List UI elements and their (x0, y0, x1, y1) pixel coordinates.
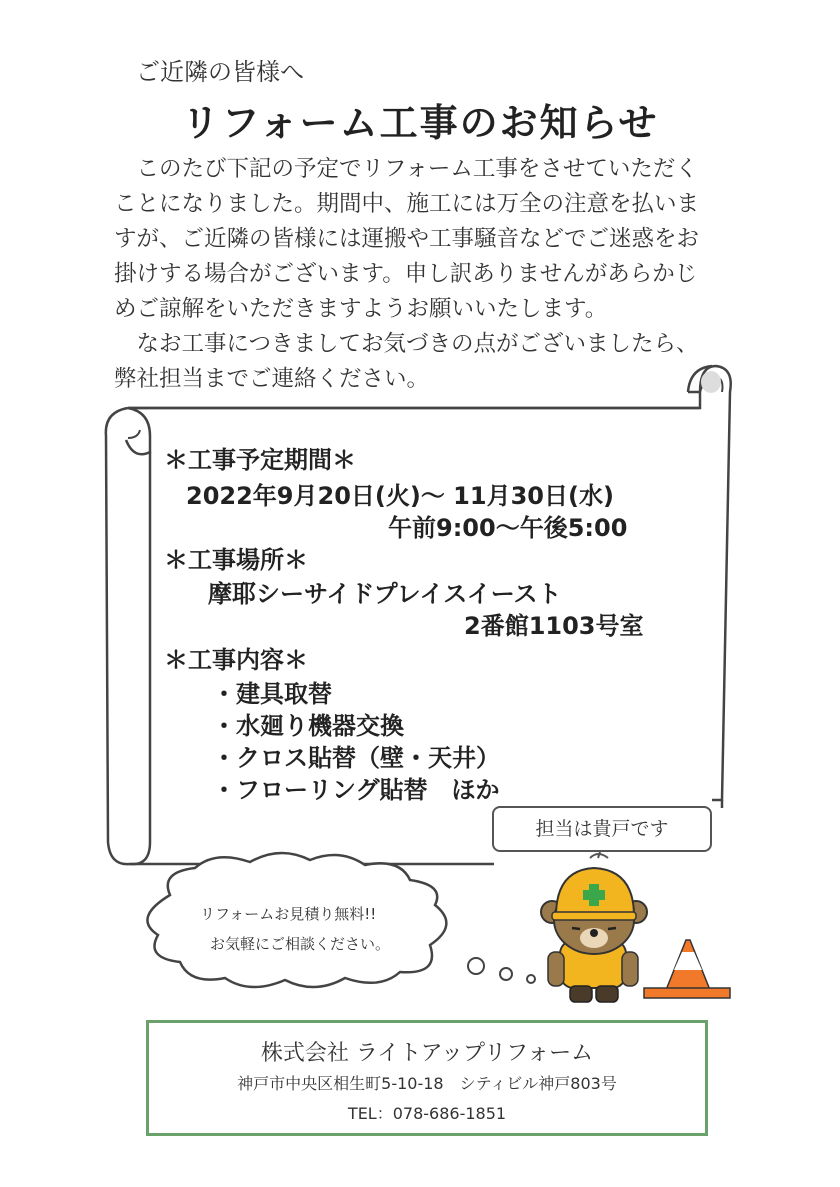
intro-paragraph (114, 152, 734, 397)
location-heading: ＊工事場所＊ (164, 546, 308, 574)
intro-line: すが、ご近隣の皆様には運搬や工事騒音などでご迷惑をお (114, 226, 700, 252)
traffic-cone-icon (644, 940, 730, 998)
contact-line: なお工事につきましてお気づきの点がございましたら、 (114, 331, 699, 357)
schedule-hours: 午前9:00～午後5:00 (388, 514, 628, 542)
intro-line: めご諒解をいただきますようお願いいたします。 (114, 296, 608, 322)
company-address: 神戸市中央区相生町5-10-18 シティビル神戸803号 (237, 1074, 617, 1093)
content-item: ・フローリング貼替 ほか (212, 776, 500, 804)
location-room: 2番館1103号室 (464, 612, 644, 640)
company-tel: TEL：078-686-1851 (347, 1104, 507, 1123)
staff-tag: 担当は貴戸です (492, 806, 712, 852)
cloud-text-line2: お気軽にご相談ください。 (210, 935, 391, 953)
company-name: 株式会社 ライトアップリフォーム (260, 1041, 594, 1066)
contact-line: 弊社担当までご連絡ください。 (114, 366, 430, 392)
intro-line: 掛けする場合がございます。申し訳ありませんがあらかじ (114, 261, 698, 287)
bear-construction-worker-icon (541, 852, 647, 1002)
schedule-dates: 2022年9月20日(火)～ 11月30日(水) (186, 482, 614, 510)
content-heading: ＊工事内容＊ (164, 646, 308, 674)
location-building: 摩耶シーサイドプレイスイースト (208, 580, 562, 608)
cloud-text-line1: リフォームお見積り無料!! (200, 905, 377, 923)
content-item: ・建具取替 (212, 680, 332, 708)
intro-line: ことになりました。期間中、施工には万全の注意を払いま (114, 191, 700, 217)
page-title: リフォーム工事のお知らせ (181, 101, 659, 145)
content-item: ・クロス貼替（壁・天井） (212, 744, 500, 772)
schedule-heading: ＊工事予定期間＊ (164, 446, 356, 474)
content-item: ・水廻り機器交換 (212, 712, 404, 740)
intro-line: このたび下記の予定でリフォーム工事をさせていただく (114, 156, 698, 182)
greeting: ご近隣の皆様へ (136, 58, 304, 86)
